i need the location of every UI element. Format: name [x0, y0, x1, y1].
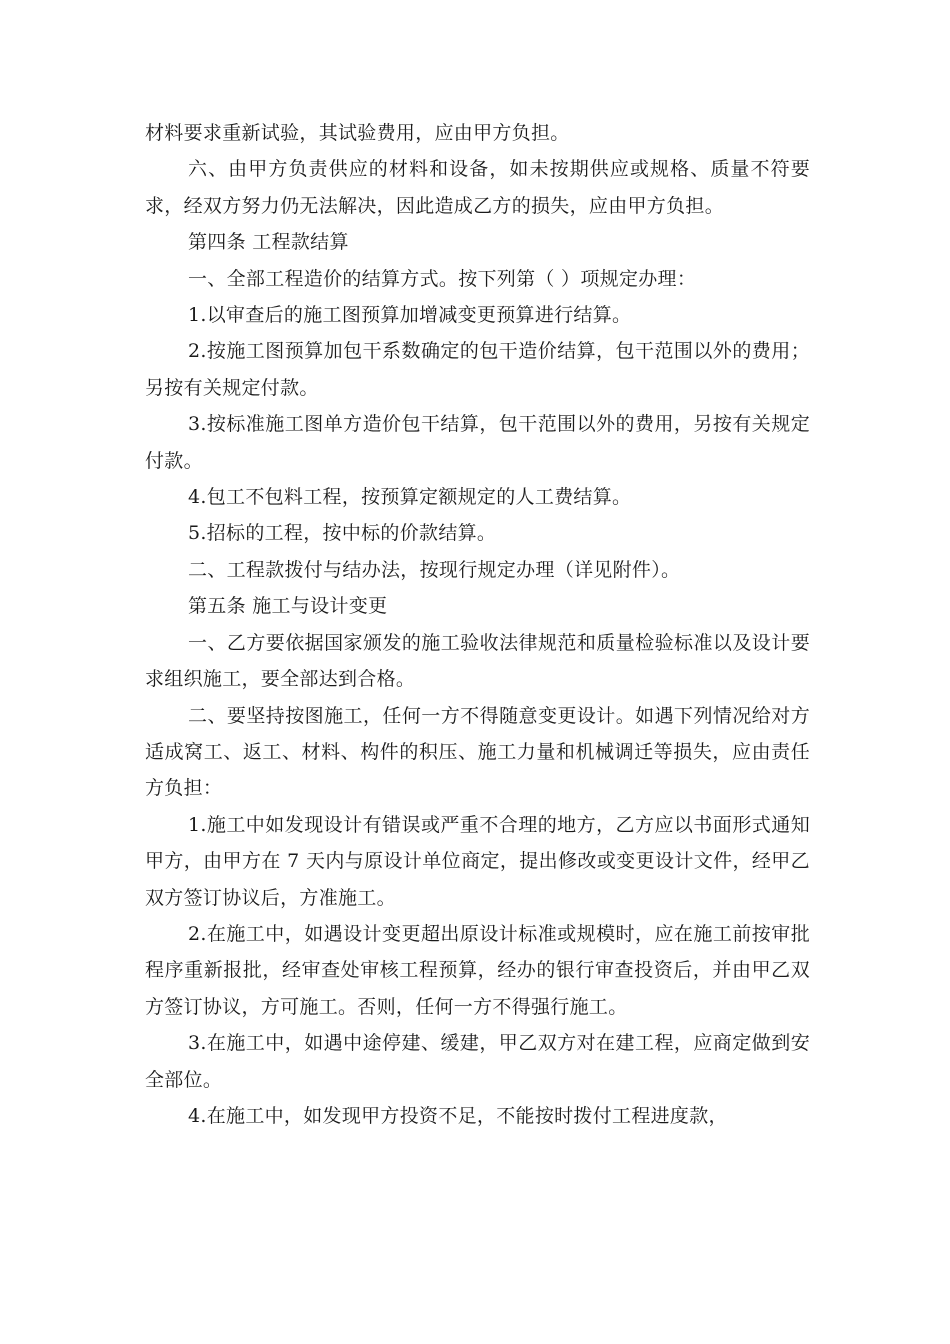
list-item-settlement-4: 4.包工不包料工程，按预算定额规定的人工费结算。: [188, 486, 632, 509]
heading-article-four: 第四条 工程款结算: [188, 231, 349, 254]
list-item-design-3: 3.在施工中，如遇中途停建、缓建，甲乙双方对在建工程，应商定做到安全部位。: [145, 1032, 810, 1091]
list-item-settlement-2: 2.按施工图预算加包干系数确定的包干造价结算，包干范围以外的费用；另按有关规定付款。: [145, 340, 810, 399]
list-item-design-4: 4.在施工中，如发现甲方投资不足，不能按时拨付工程进度款，: [188, 1104, 728, 1127]
paragraph-design-changes: 二、要坚持按图施工，任何一方不得随意变更设计。如遇下列情况给对方适成窝工、返工、材料、构件的积压、施工力量和机械调迁等损失，应由责任方负担：: [145, 704, 810, 800]
list-item-settlement-1: 1.以审查后的施工图预算加增减变更预算进行结算。: [188, 304, 632, 327]
list-item-design-2: 2.在施工中，如遇设计变更超出原设计标准或规模时，应在施工前按审批程序重新报批，经审查处审核工程预算，经办的银行审查投资后，并由甲乙双方签订协议，方可施工。否则，任何一方不得强行施工。: [145, 922, 810, 1018]
list-item-settlement-5: 5.招标的工程，按中标的价款结算。: [188, 522, 497, 545]
paragraph-payment-rules: 二、工程款拨付与结办法，按现行规定办理（详见附件）。: [188, 558, 681, 581]
heading-article-five: 第五条 施工与设计变更: [188, 595, 388, 618]
list-item-design-1: 1.施工中如发现设计有错误或严重不合理的地方，乙方应以书面形式通知甲方，由甲方在 7 天内与原设计单位商定，提出修改或变更设计文件，经甲乙双方签订协议后，方准施工。: [145, 813, 810, 909]
paragraph-construction-standards: 一、乙方要依据国家颁发的施工验收法律规范和质量检验标准以及设计要求组织施工，要全部达到合格。: [145, 631, 810, 691]
paragraph-clause-six: 六、由甲方负责供应的材料和设备，如未按期供应或规格、质量不符要求，经双方努力仍无法解决，因此造成乙方的损失，应由甲方负担。: [145, 158, 810, 217]
paragraph-settlement-method: 一、全部工程造价的结算方式。按下列第（ ）项规定办理：: [188, 267, 697, 290]
list-item-settlement-3: 3.按标准施工图单方造价包干结算，包干范围以外的费用，另按有关规定付款。: [145, 413, 810, 472]
document-page: [145, 115, 810, 1134]
paragraph-material-retest: 材料要求重新试验，其试验费用，应由甲方负担。: [145, 122, 570, 144]
